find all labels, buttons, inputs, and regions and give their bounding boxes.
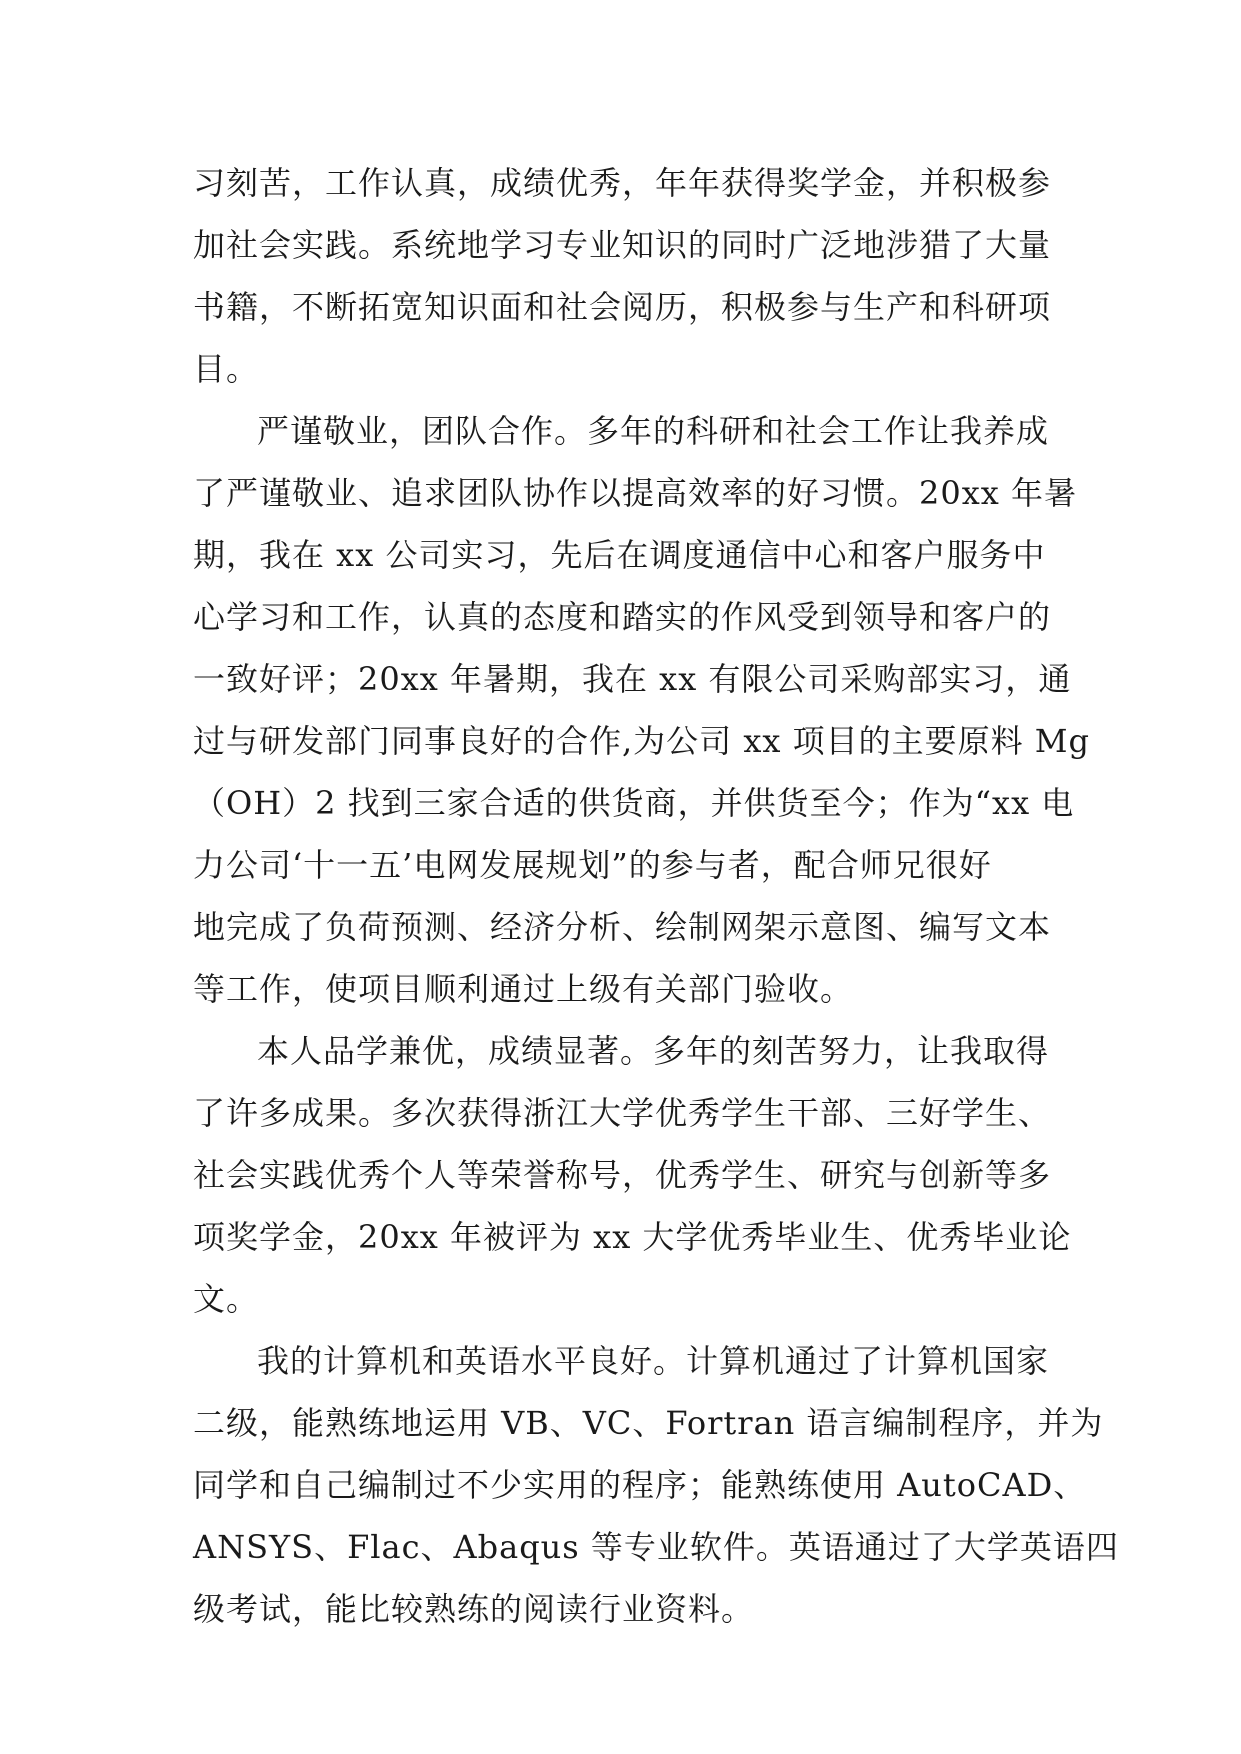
paragraph-study <box>193 152 1053 400</box>
text-line: 力公司‘十一五’电网发展规划”的参与者，配合师兄很好 <box>193 846 992 884</box>
text-line: 项奖学金，20xx 年被评为 xx 大学优秀毕业生、优秀毕业论 <box>193 1218 1072 1256</box>
paragraph-achievements <box>193 1020 1072 1330</box>
text-line: ANSYS、Flac、Abaqus 等专业软件。英语通过了大学英语四 <box>193 1528 1119 1566</box>
text-line: 了许多成果。多次获得浙江大学优秀学生干部、三好学生、 <box>193 1094 1052 1132</box>
paragraph-skills <box>193 1330 1119 1640</box>
text-line: 期，我在 xx 公司实习，先后在调度通信中心和客户服务中 <box>193 536 1046 574</box>
text-line: 过与研发部门同事良好的合作,为公司 xx 项目的主要原料 Mg <box>193 722 1091 760</box>
text-line: 目。 <box>193 350 260 388</box>
text-line: 级考试，能比较熟练的阅读行业资料。 <box>193 1590 755 1628</box>
text-line: 二级，能熟练地运用 VB、VC、Fortran 语言编制程序，并为 <box>193 1404 1104 1442</box>
text-line: 我的计算机和英语水平良好。计算机通过了计算机国家 <box>257 1342 1050 1380</box>
text-line: 文。 <box>193 1280 260 1318</box>
text-line: 本人品学兼优，成绩显著。多年的刻苦努力，让我取得 <box>257 1032 1050 1070</box>
text-line: 加社会实践。系统地学习专业知识的同时广泛地涉猎了大量 <box>193 226 1052 264</box>
text-line: 社会实践优秀个人等荣誉称号，优秀学生、研究与创新等多 <box>193 1156 1052 1194</box>
text-line: 一致好评；20xx 年暑期，我在 xx 有限公司采购部实习，通 <box>193 660 1072 698</box>
document-body <box>193 152 1119 1640</box>
text-line: 严谨敬业，团队合作。多年的科研和社会工作让我养成 <box>257 412 1050 450</box>
text-line: 了严谨敬业、追求团队协作以提高效率的好习惯。20xx 年暑 <box>193 474 1077 512</box>
text-line: 心学习和工作，认真的态度和踏实的作风受到领导和客户的 <box>193 598 1052 636</box>
paragraph-teamwork <box>193 400 1091 1020</box>
text-line: 习刻苦，工作认真，成绩优秀，年年获得奖学金，并积极参 <box>193 164 1052 202</box>
text-line: 等工作，使项目顺利通过上级有关部门验收。 <box>193 970 854 1008</box>
text-line: 地完成了负荷预测、经济分析、绘制网架示意图、编写文本 <box>193 908 1052 946</box>
text-line: 同学和自己编制过不少实用的程序；能熟练使用 AutoCAD、 <box>193 1466 1087 1504</box>
text-line: 书籍，不断拓宽知识面和社会阅历，积极参与生产和科研项 <box>193 288 1052 326</box>
text-line: （OH）2 找到三家合适的供货商，并供货至今；作为“xx 电 <box>193 784 1075 822</box>
